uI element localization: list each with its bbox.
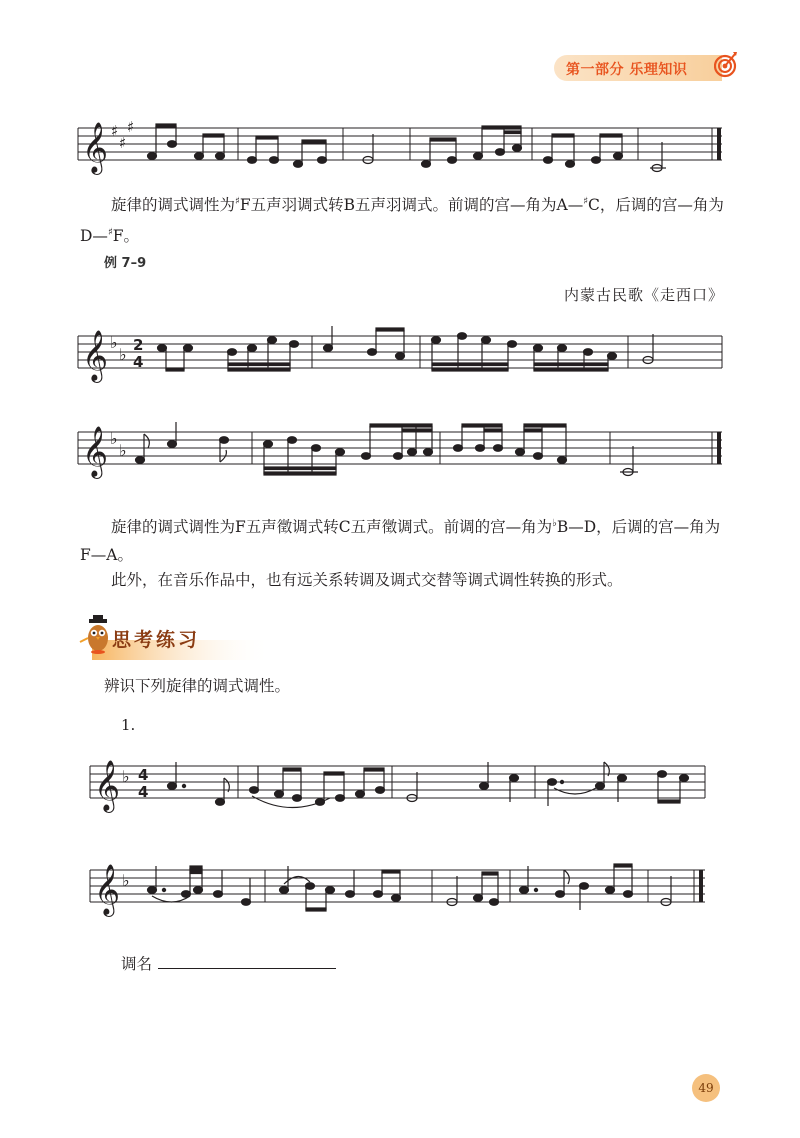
answer-label: 调名 — [121, 955, 153, 973]
svg-text:♯: ♯ — [111, 122, 119, 140]
page-number: 49 — [692, 1074, 720, 1102]
paragraph-1-text-b: F五声羽调式转B五声羽调式。前调的宫—角为A— — [239, 196, 584, 215]
music-staff-3 — [0, 412, 800, 492]
time-signature-bottom: 4 — [133, 353, 144, 371]
exercise-item-number: 1. — [121, 716, 136, 734]
chapter-header-text: 第一部分 乐理知识 — [566, 62, 688, 78]
time-signature-bottom: 4 — [138, 783, 149, 801]
answer-blank-line[interactable] — [158, 968, 336, 969]
example-label: 例 7–9 — [104, 256, 147, 271]
svg-text:♭: ♭ — [110, 333, 118, 352]
svg-text:♯: ♯ — [119, 134, 127, 152]
svg-text:♭: ♭ — [122, 871, 130, 890]
music-staff-2 — [0, 316, 800, 396]
song-source: 内蒙古民歌《走西口》 — [563, 286, 724, 304]
owl-mascot-icon — [80, 615, 108, 654]
svg-text:♭: ♭ — [110, 429, 118, 448]
exercise-title: 思考练习 — [112, 629, 201, 651]
svg-text:𝄞: 𝄞 — [94, 760, 121, 811]
paragraph-2-text-b: B—D，后调的宫—角为F—A。 — [80, 518, 721, 565]
sharp-sign: ♯ — [583, 196, 589, 207]
svg-text:𝄞: 𝄞 — [82, 426, 109, 477]
flat-sign: ♭ — [552, 518, 557, 529]
time-signature-top: 2 — [133, 336, 144, 354]
svg-text:𝄞: 𝄞 — [82, 330, 109, 381]
music-staff-4 — [0, 748, 800, 828]
svg-text:♭: ♭ — [119, 345, 127, 364]
key-analysis-paragraph-3: 此外，在音乐作品中，也有远关系转调及调式交替等调式调性转换的形式。 — [111, 571, 623, 589]
svg-text:♭: ♭ — [122, 767, 130, 786]
svg-text:𝄞: 𝄞 — [94, 864, 121, 915]
paragraph-1-text-c: C，后调的宫—角为D— — [80, 196, 724, 246]
paragraph-1-text-a: 旋律的调式调性为 — [111, 196, 236, 215]
key-analysis-paragraph-2 — [80, 510, 730, 569]
sharp-sign: ♯ — [107, 227, 113, 239]
sharp-sign: ♯ — [235, 196, 240, 207]
svg-text:♯: ♯ — [127, 118, 135, 136]
paragraph-2-text-a: 旋律的调式调性为F五声徵调式转C五声徵调式。前调的宫—角为 — [111, 518, 553, 537]
paragraph-1-text-d: F。 — [112, 227, 140, 246]
key-analysis-paragraph-1 — [80, 188, 730, 250]
chapter-header-tab — [554, 55, 722, 81]
exercise-question: 辨识下列旋律的调式调性。 — [104, 677, 291, 695]
target-icon — [714, 50, 738, 78]
music-staff-5 — [0, 852, 800, 932]
svg-text:♭: ♭ — [119, 441, 127, 460]
svg-text:𝄞: 𝄞 — [82, 122, 109, 173]
time-signature-top: 4 — [138, 766, 149, 784]
music-staff-1 — [0, 110, 800, 190]
